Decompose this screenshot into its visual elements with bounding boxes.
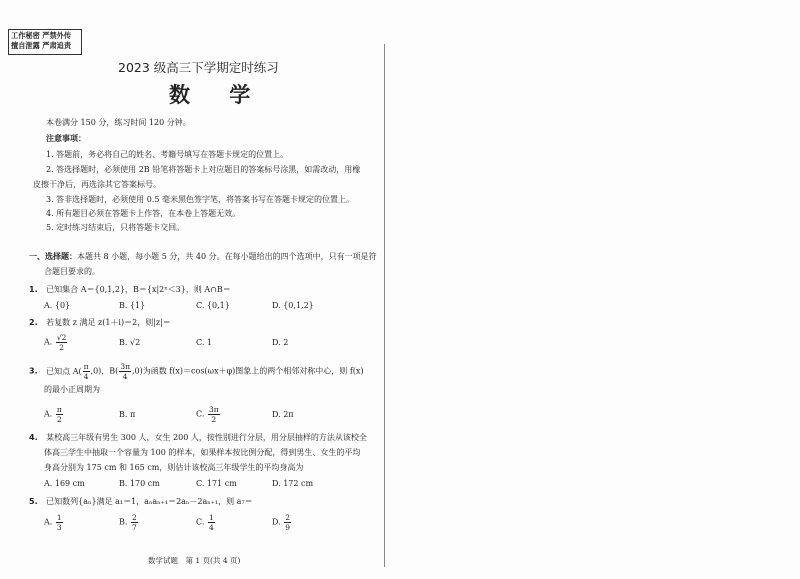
q3-fraction-1: [83, 362, 90, 381]
q3-number: 3.: [29, 366, 38, 376]
fraction-numerator: 3π: [208, 405, 219, 414]
q3-stem-part-2: ,0)，B(: [90, 366, 119, 376]
note-1: 1. 答题前，务必将自己的姓名、考籍号填写在答题卡规定的位置上。: [46, 150, 289, 159]
question-4: [29, 432, 367, 443]
q2-option-b: B. √2: [119, 338, 141, 347]
note-4: 4. 所有题目必须在答题卡上作答，在本卷上答题无效。: [46, 209, 241, 218]
q3-option-c-label: C.: [196, 409, 205, 419]
notes-heading: 注意事项：: [46, 134, 86, 143]
q4-line-1: 某校高三年级有男生 300 人，女生 200 人，按性别进行分层，用分层抽样的方法从该校全: [46, 433, 367, 442]
fraction-denominator: 2: [59, 343, 65, 352]
q4-option-a: A. 169 cm: [44, 479, 85, 488]
question-3: [29, 362, 364, 381]
q1-option-b: B. {1}: [119, 301, 146, 310]
q4-option-b: B. 170 cm: [119, 479, 160, 488]
q3-fraction-2: [119, 362, 131, 381]
question-2: [29, 317, 171, 328]
fraction-numerator: 2: [285, 513, 290, 522]
fraction-denominator: 9: [285, 523, 290, 532]
fraction-denominator: 2: [211, 415, 217, 424]
q4-line-3: 身高分别为 175 cm 和 165 cm，则估计该校高三年级学生的平均身高为: [44, 463, 304, 472]
stamp-line-2: 擅自泄露 严肃追责: [11, 41, 72, 50]
fraction-denominator: 4: [208, 523, 214, 532]
q4-option-c: C. 171 cm: [196, 479, 237, 488]
q3-stem-line-2: 的最小正周期为: [44, 385, 100, 394]
fraction-numerator: π: [83, 362, 89, 371]
fraction-denominator: 4: [83, 372, 89, 381]
section-1-header: [29, 251, 377, 262]
q5-option-d: [272, 513, 292, 532]
q3-option-b: B. π: [119, 410, 136, 419]
q3-option-a-label: A.: [44, 409, 53, 419]
q2-number: 2.: [29, 318, 38, 327]
fraction-numerator: 1: [56, 513, 62, 522]
note-2a: 2. 答选择题时，必须使用 2B 铅笔将答题卡上对应题目的答案标号涂黑，如需改动，用橡: [46, 165, 361, 174]
subject-title: 数 学: [169, 83, 267, 107]
q3-option-a: [44, 405, 64, 424]
fraction-numerator: 2: [131, 513, 137, 522]
q5-option-b: [119, 513, 139, 532]
q5-option-a-label: A.: [44, 517, 53, 527]
question-5: [29, 496, 253, 507]
page-divider: [384, 44, 385, 567]
q3-option-a-fraction: [56, 405, 63, 424]
q3-option-c: [196, 405, 221, 424]
q3-stem-part-1: 已知点 A(: [46, 366, 82, 376]
q4-option-d: D. 172 cm: [272, 479, 314, 488]
exam-title: 2023 级高三下学期定时练习: [118, 60, 279, 75]
fraction-numerator: 1: [208, 513, 214, 522]
confidential-stamp: [8, 29, 82, 55]
q5-option-b-fraction: [131, 513, 138, 532]
q5-option-a: [44, 513, 64, 532]
note-2b: 皮擦干净后，再选涂其它答案标号。: [33, 180, 161, 189]
q5-option-c-label: C.: [196, 517, 205, 527]
q2-option-a: [44, 333, 68, 352]
q1-option-a: A. {0}: [44, 301, 71, 310]
q2-option-c: C. 1: [196, 338, 213, 347]
q2-option-a-fraction: [56, 333, 68, 352]
section-1-label: 一、选择题：: [29, 252, 77, 261]
fraction-numerator: π: [56, 405, 62, 414]
q1-option-c: C. {0,1}: [196, 301, 230, 310]
section-1-text-b: 合题目要求的。: [44, 267, 100, 276]
stamp-line-1: 工作秘密 严禁外传: [11, 31, 72, 40]
page-footer: 数学试题 第 1 页(共 4 页): [148, 556, 241, 565]
note-5: 5. 定时练习结束后，只将答题卡交回。: [46, 223, 185, 232]
q1-stem: 已知集合 A＝{0,1,2}，B＝{x|2ˣ＜3}，则 A∩B＝: [46, 285, 231, 294]
question-1: [29, 284, 231, 295]
q5-stem: 已知数列{aₙ}满足 a₁＝1，aₙaₙ₊₁＝2aₙ－2aₙ₊₁，则 a₇＝: [46, 497, 253, 506]
fraction-numerator: √2: [56, 333, 67, 342]
q5-option-c: [196, 513, 216, 532]
q4-number: 4.: [29, 433, 38, 442]
q4-line-2: 体高三学生中抽取一个容量为 100 的样本，如果样本按比例分配，得到男生、女生的平均: [44, 448, 361, 457]
q3-option-c-fraction: [208, 405, 220, 424]
fraction-denominator: 4: [122, 372, 128, 381]
q5-option-d-fraction: [284, 513, 291, 532]
q1-option-d: D. {0,1,2}: [272, 301, 314, 310]
q2-stem: 若复数 z 满足 z(1＋i)＝2，则|z|＝: [46, 318, 171, 327]
q1-number: 1.: [29, 285, 38, 294]
q5-number: 5.: [29, 497, 38, 506]
section-1-text-a: 本题共 8 小题，每小题 5 分，共 40 分。在每小题给出的四个选项中，只有一项是符: [77, 252, 377, 261]
intro-text: 本卷满分 150 分，练习时间 120 分钟。: [46, 118, 191, 127]
fraction-denominator: 2: [56, 415, 62, 424]
q2-option-d: D. 2: [272, 338, 289, 347]
q5-option-d-label: D.: [272, 517, 281, 527]
q5-option-b-label: B.: [119, 517, 128, 527]
note-3: 3. 答非选择题时，必须使用 0.5 毫米黑色签字笔，将答案书写在答题卡规定的位置上。: [46, 195, 354, 204]
q2-option-a-label: A.: [44, 337, 53, 347]
fraction-numerator: 3π: [120, 362, 131, 371]
q5-option-c-fraction: [208, 513, 215, 532]
fraction-denominator: 7: [131, 523, 137, 532]
q3-stem-part-3: ,0)为函数 f(x)＝cos(ωx＋φ)图象上的两个相邻对称中心，则 f(x): [132, 366, 364, 376]
q5-option-a-fraction: [56, 513, 63, 532]
fraction-denominator: 3: [56, 523, 62, 532]
q3-option-d: D. 2π: [272, 410, 294, 419]
